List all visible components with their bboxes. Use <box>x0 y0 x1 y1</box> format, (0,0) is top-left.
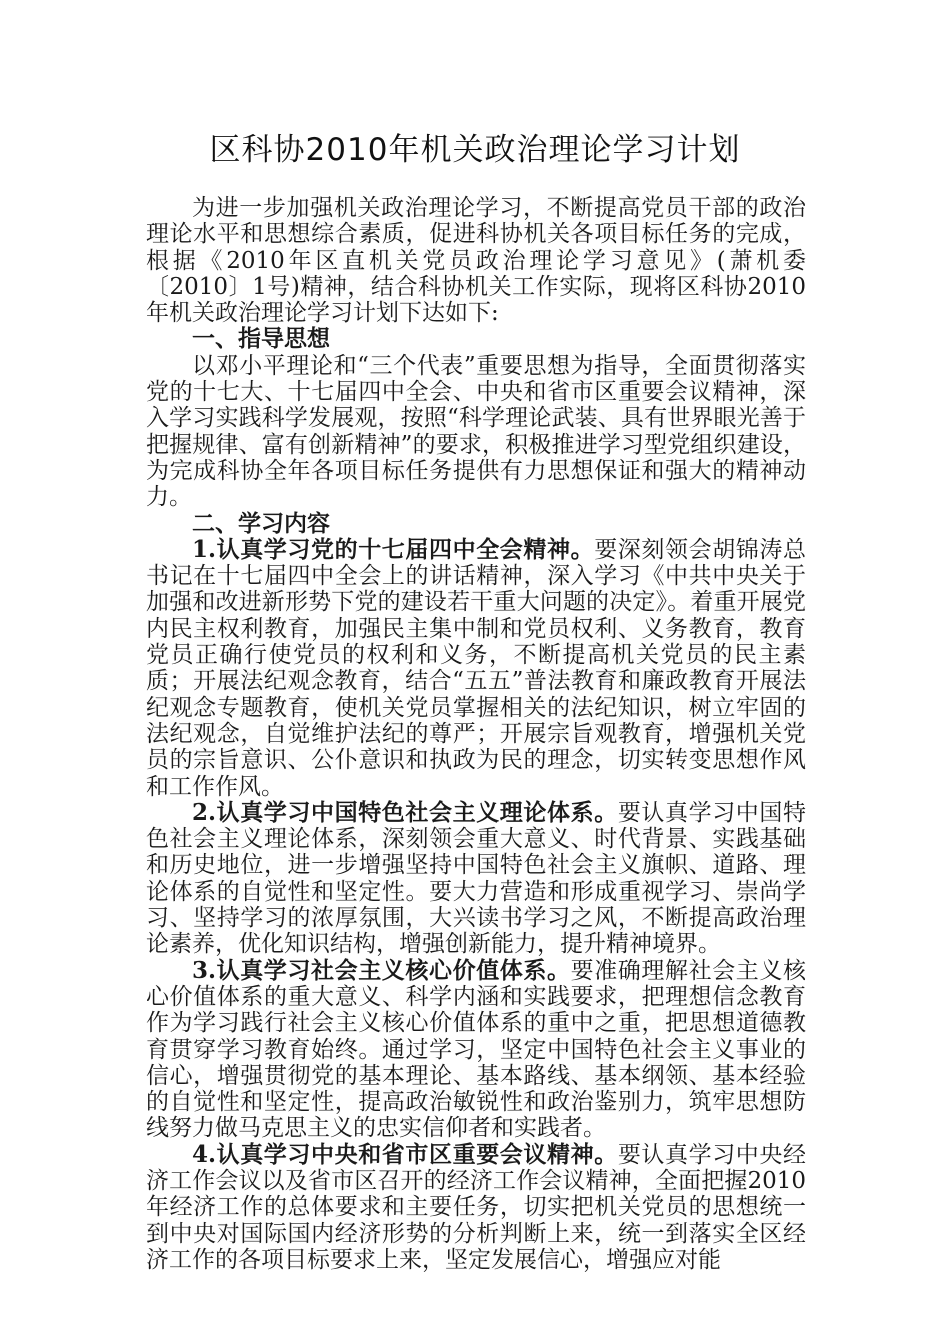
study-item-3-text: 要准确理解社会主义核心价值体系的重大意义、科学内涵和实践要求，把理想信念教育作为学习践行社会主义核心价值体系的重中之重，把思想道德教育贯穿学习教育始终。通过学习，坚定中国特色社会主义事业的信心，增强贯彻党的基本理论、基本路线、基本纲领、基本经验的自觉性和坚定性，提高政治敏锐性和政治鉴别力，筑牢思想防线努力做马克思主义的忠实信仰者和实践者。 <box>146 957 807 1142</box>
study-item-4-text: 要认真学习中央经济工作会议以及省市区召开的经济工作会议精神，全面把握2010年经济工作的总体要求和主要任务，切实把机关党员的思想统一到中央对国际国内经济形势的分析判断上来，统一到落实全区经济工作的各项目标要求上来，坚定发展信心，增强应对能 <box>146 1141 807 1273</box>
study-item-3 <box>146 958 806 1142</box>
study-item-4 <box>146 1142 806 1273</box>
study-item-1-lead: 1.认真学习党的十七届四中全会精神。 <box>192 535 595 563</box>
document-body <box>146 195 806 1273</box>
study-item-2 <box>146 800 806 958</box>
study-item-2-text: 要认真学习中国特色社会主义理论体系，深刻领会重大意义、时代背景、实践基础和历史地位，进一步增强坚持中国特色社会主义旗帜、道路、理论体系的自觉性和坚定性。要大力营造和形成重视学习、崇尚学习、坚持学习的浓厚氛围，大兴读书学习之风，不断提高政治理论素养，优化知识结构，增强创新能力，提升精神境界。 <box>146 799 807 958</box>
document-title: 区科协2010年机关政治理论学习计划 <box>209 132 741 168</box>
section-heading-guiding-ideology: 一、指导思想 <box>192 325 330 353</box>
study-item-3-lead: 3.认真学习社会主义核心价值体系。 <box>192 956 571 984</box>
study-item-2-lead: 2.认真学习中国特色社会主义理论体系。 <box>192 798 618 826</box>
study-item-4-lead: 4.认真学习中央和省市区重要会议精神。 <box>192 1140 618 1168</box>
intro-paragraph: 为进一步加强机关政治理论学习，不断提高党员干部的政治理论水平和思想综合素质，促进科协机关各项目标任务的完成，根据《2010年区直机关党员政治理论学习意见》(萧机委〔2010〕1号)精神，结合科协机关工作实际，现将区科协2010年机关政治理论学习计划下达如下: <box>146 195 806 327</box>
section-heading-study-content: 二、学习内容 <box>192 509 330 537</box>
study-item-1 <box>146 537 806 800</box>
study-item-1-text: 要深刻领会胡锦涛总书记在十七届四中全会上的讲话精神，深入学习《中共中央关于加强和改进新形势下党的建设若干重大问题的决定》。着重开展党内民主权利教育，加强民主集中制和党员权利、义务教育，教育党员正确行使党员的权利和义务，不断提高机关党员的民主素质；开展法纪观念教育，结合“五五”普法教育和廉政教育开展法纪观念专题教育，使机关党员掌握相关的法纪知识，树立牢固的法纪观念，自觉维护法纪的尊严；开展宗旨观教育，增强机关党员的宗旨意识、公仆意识和执政为民的理念，切实转变思想作风和工作作风。 <box>146 536 806 800</box>
guiding-ideology-paragraph: 以邓小平理论和“三个代表”重要思想为指导，全面贯彻落实党的十七大、十七届四中全会、中央和省市区重要会议精神，深入学习实践科学发展观，按照“科学理论武装、具有世界眼光善于把握规律、富有创新精神”的要求，积极推进学习型党组织建设，为完成科协全年各项目标任务提供有力思想保证和强大的精神动力。 <box>146 352 806 511</box>
